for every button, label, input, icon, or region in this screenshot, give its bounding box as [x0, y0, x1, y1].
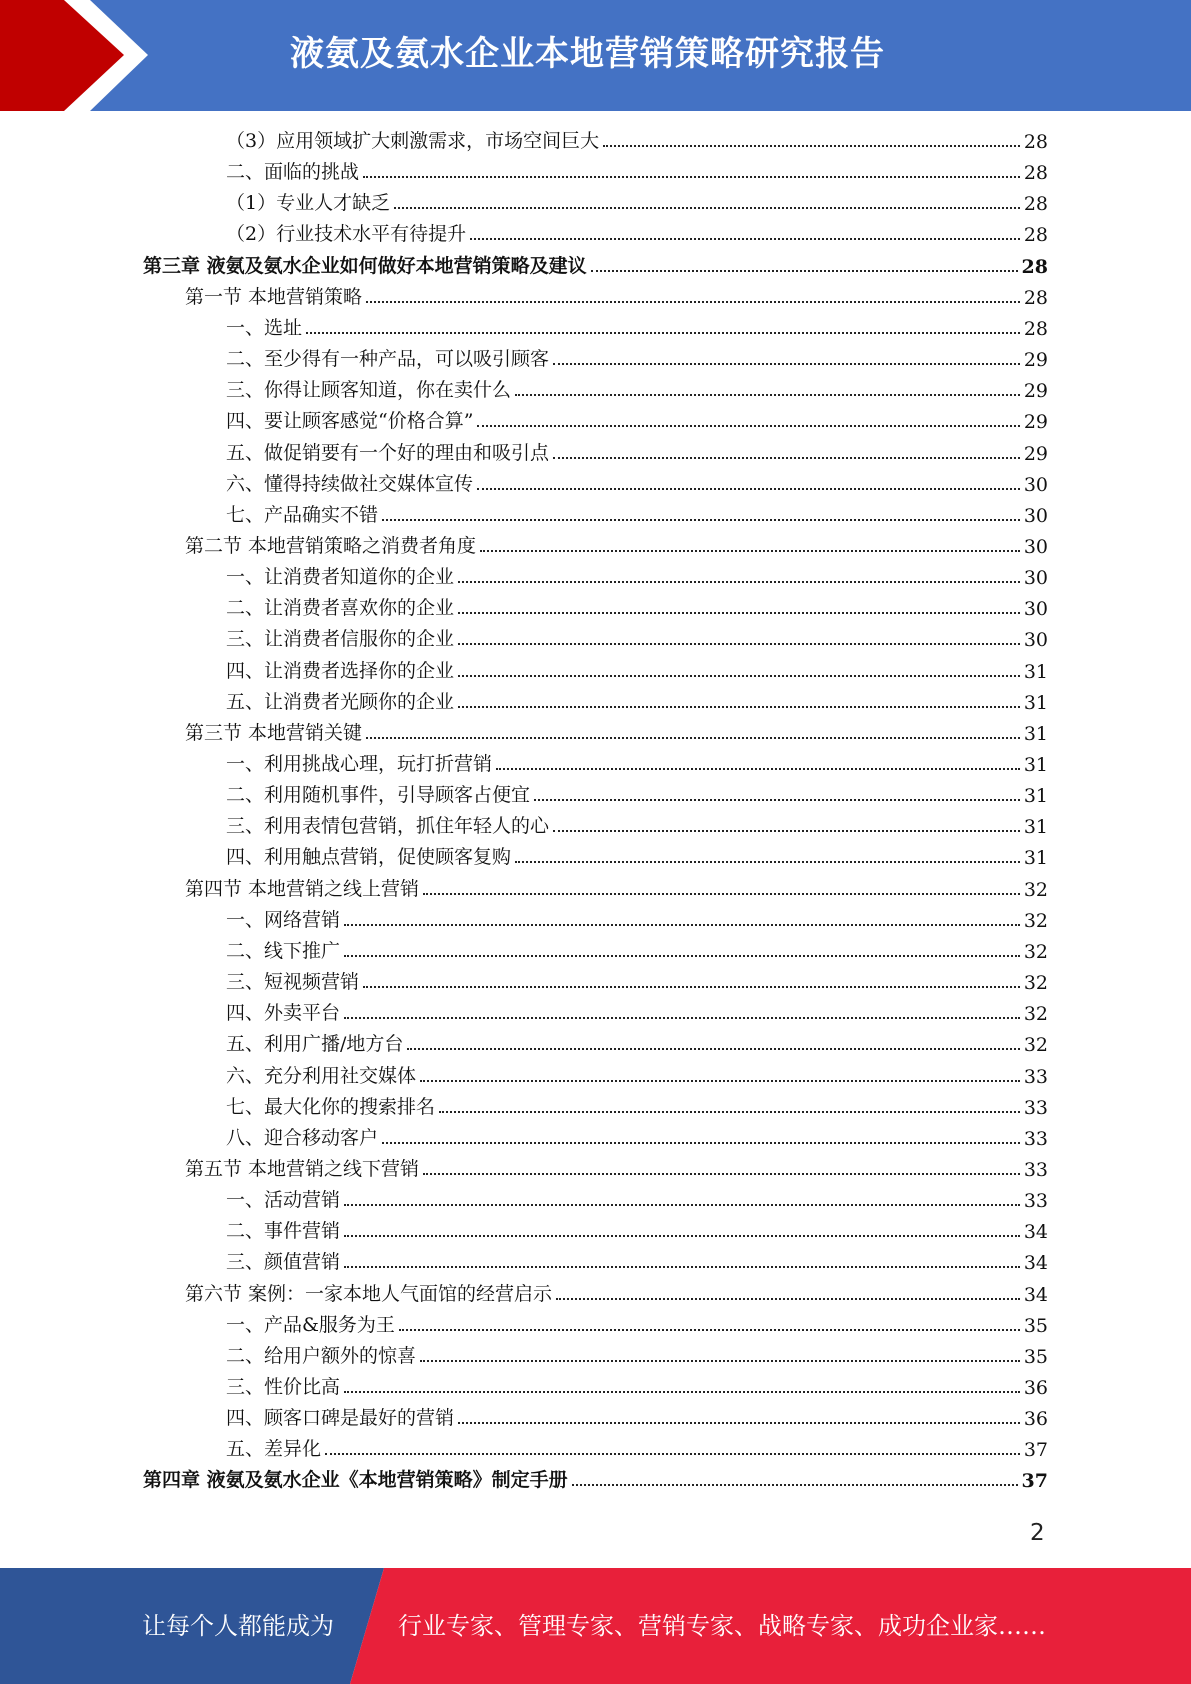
toc-entry-label: 四、外卖平台 — [226, 1002, 341, 1025]
toc-entry[interactable] — [226, 312, 1048, 340]
toc-entry-page: 30 — [1023, 535, 1048, 558]
toc-entry-page: 31 — [1023, 847, 1048, 870]
toc-entry-label: 四、让消费者选择你的企业 — [226, 659, 455, 682]
toc-entry[interactable] — [226, 1246, 1048, 1274]
toc-entry-page: 31 — [1023, 816, 1048, 839]
toc-entry[interactable] — [226, 125, 1048, 153]
toc-leader-dots — [572, 1484, 1018, 1486]
toc-leader-dots — [407, 1048, 1019, 1050]
toc-entry-label: 七、产品确实不错 — [226, 503, 379, 526]
toc-entry[interactable] — [226, 1091, 1048, 1119]
toc-leader-dots — [382, 1142, 1020, 1144]
toc-entry[interactable] — [226, 748, 1048, 776]
toc-leader-dots — [423, 1173, 1020, 1175]
toc-entry-page: 33 — [1023, 1127, 1048, 1150]
toc-entry-label: 第四章 液氨及氨水企业《本地营销策略》制定手册 — [143, 1469, 568, 1492]
toc-entry-label: 一、活动营销 — [226, 1189, 341, 1212]
toc-entry[interactable] — [226, 218, 1048, 246]
toc-entry-page: 28 — [1023, 162, 1048, 185]
toc-leader-dots — [399, 1329, 1020, 1331]
toc-leader-dots — [553, 363, 1020, 365]
toc-leader-dots — [458, 706, 1020, 708]
page-footer — [0, 1568, 1191, 1684]
toc-entry[interactable] — [226, 156, 1048, 184]
toc-entry-page: 31 — [1023, 722, 1048, 745]
toc-entry-label: 二、给用户额外的惊喜 — [226, 1344, 417, 1367]
toc-entry[interactable] — [226, 841, 1048, 869]
toc-entry-page: 31 — [1023, 785, 1048, 808]
page-header — [0, 0, 1191, 111]
toc-entry-label: 二、面临的挑战 — [226, 161, 360, 184]
toc-leader-dots — [556, 1298, 1020, 1300]
toc-entry-page: 29 — [1023, 380, 1048, 403]
footer-slogan-left: 让每个人都能成为 — [142, 1612, 334, 1640]
toc-entry[interactable] — [226, 997, 1048, 1025]
toc-entry-page: 30 — [1023, 629, 1048, 652]
toc-entry-label: 第五节 本地营销之线下营销 — [185, 1157, 420, 1180]
toc-entry[interactable] — [185, 873, 1048, 901]
toc-entry[interactable] — [185, 1153, 1048, 1181]
toc-leader-dots — [591, 270, 1018, 272]
toc-entry[interactable] — [143, 250, 1048, 278]
toc-leader-dots — [325, 1453, 1020, 1455]
toc-leader-dots — [363, 176, 1020, 178]
toc-entry-page: 28 — [1023, 224, 1048, 247]
toc-entry[interactable] — [185, 281, 1048, 309]
toc-leader-dots — [423, 893, 1020, 895]
toc-leader-dots — [458, 1422, 1020, 1424]
toc-leader-dots — [363, 986, 1020, 988]
toc-leader-dots — [477, 488, 1020, 490]
toc-entry[interactable] — [226, 405, 1048, 433]
toc-entry-page: 28 — [1023, 193, 1048, 216]
toc-leader-dots — [366, 301, 1020, 303]
toc-entry[interactable] — [226, 810, 1048, 838]
page-number: 2 — [1030, 1520, 1045, 1546]
toc-leader-dots — [394, 207, 1020, 209]
toc-leader-dots — [515, 394, 1020, 396]
toc-entry-label: （2）行业技术水平有待提升 — [226, 223, 467, 246]
toc-entry-page: 34 — [1023, 1221, 1048, 1244]
toc-leader-dots — [382, 519, 1020, 521]
toc-entry-label: 第二节 本地营销策略之消费者角度 — [185, 534, 477, 557]
toc-leader-dots — [344, 1266, 1020, 1268]
toc-entry-page: 29 — [1023, 349, 1048, 372]
report-title: 液氨及氨水企业本地营销策略研究报告 — [290, 34, 885, 74]
toc-leader-dots — [344, 955, 1020, 957]
toc-entry-page: 32 — [1023, 878, 1048, 901]
toc-entry-label: 三、你得让顾客知道，你在卖什么 — [226, 379, 512, 402]
toc-entry-label: 三、让消费者信服你的企业 — [226, 628, 455, 651]
toc-entry-page: 35 — [1023, 1314, 1048, 1337]
toc-entry[interactable] — [226, 1060, 1048, 1088]
toc-leader-dots — [470, 238, 1020, 240]
toc-leader-dots — [420, 1080, 1020, 1082]
toc-entry-page: 35 — [1023, 1345, 1048, 1368]
toc-leader-dots — [458, 612, 1020, 614]
toc-entry-page: 31 — [1023, 754, 1048, 776]
toc-entry-label: 五、利用广播/地方台 — [226, 1033, 404, 1056]
chevron-arrow-icon — [0, 0, 160, 111]
toc-entry-label: 一、网络营销 — [226, 908, 341, 931]
toc-entry-page: 33 — [1023, 1096, 1048, 1119]
toc-entry-page: 28 — [1023, 317, 1048, 340]
toc-leader-dots — [306, 332, 1020, 334]
toc-entry[interactable] — [226, 1215, 1048, 1243]
toc-entry[interactable] — [226, 935, 1048, 963]
toc-entry[interactable] — [226, 437, 1048, 465]
toc-entry-page: 31 — [1023, 660, 1048, 683]
toc-leader-dots — [458, 581, 1020, 583]
toc-entry-page: 30 — [1023, 598, 1048, 621]
toc-entry-label: 四、顾客口碑是最好的营销 — [226, 1407, 455, 1430]
toc-entry-label: 三、利用表情包营销，抓住年轻人的心 — [226, 815, 550, 838]
toc-leader-dots — [344, 1204, 1020, 1206]
toc-leader-dots — [515, 861, 1020, 863]
toc-entry-page: 28 — [1023, 286, 1048, 309]
toc-leader-dots — [344, 1391, 1020, 1393]
toc-entry-label: 第三节 本地营销关键 — [185, 721, 363, 744]
toc-leader-dots — [344, 1017, 1020, 1019]
toc-leader-dots — [603, 145, 1020, 147]
toc-entry-label: 四、要让顾客感觉“价格合算” — [226, 410, 474, 433]
toc-entry[interactable] — [226, 966, 1048, 994]
toc-entry[interactable] — [185, 717, 1048, 745]
toc-entry-label: 四、利用触点营销，促使顾客复购 — [226, 846, 512, 869]
toc-entry-label: （1）专业人才缺乏 — [226, 192, 391, 215]
toc-entry-page: 32 — [1023, 1003, 1048, 1026]
toc-entry-page: 34 — [1023, 1283, 1048, 1306]
toc-entry[interactable] — [226, 623, 1048, 651]
toc-entry-label: 六、懂得持续做社交媒体宣传 — [226, 472, 474, 495]
toc-entry[interactable] — [143, 1464, 1048, 1492]
toc-entry-label: 二、线下推广 — [226, 939, 341, 962]
toc-leader-dots — [496, 768, 1020, 770]
toc-leader-dots — [420, 1360, 1020, 1362]
toc-entry-page: 33 — [1023, 1190, 1048, 1213]
toc-entry-label: 第六节 案例：一家本地人气面馆的经营启示 — [185, 1282, 553, 1305]
toc-entry-label: 五、做促销要有一个好的理由和吸引点 — [226, 441, 550, 464]
toc-entry[interactable] — [226, 779, 1048, 807]
toc-entry-page: 32 — [1023, 972, 1048, 995]
toc-entry-label: 一、选址 — [226, 316, 303, 339]
toc-leader-dots — [480, 550, 1020, 552]
toc-entry-label: 五、差异化 — [226, 1438, 322, 1461]
toc-entry-label: 二、利用随机事件，引导顾客占便宜 — [226, 784, 531, 807]
toc-leader-dots — [553, 457, 1020, 459]
toc-entry-page: 29 — [1023, 442, 1048, 465]
toc-leader-dots — [458, 675, 1020, 677]
toc-entry[interactable] — [226, 374, 1048, 402]
toc-entry[interactable] — [226, 1402, 1048, 1430]
toc-entry-page: 36 — [1023, 1408, 1048, 1431]
toc-entry[interactable] — [226, 468, 1048, 496]
footer-slogan-right: 行业专家、管理专家、营销专家、战略专家、成功企业家…… — [398, 1612, 1046, 1640]
toc-entry-label: 二、让消费者喜欢你的企业 — [226, 597, 455, 620]
toc-entry-page: 30 — [1023, 567, 1048, 590]
toc-entry-label: 一、利用挑战心理，玩打折营销 — [226, 753, 493, 775]
toc-leader-dots — [344, 924, 1020, 926]
toc-leader-dots — [366, 737, 1020, 739]
toc-entry-page: 30 — [1023, 473, 1048, 496]
toc-entry[interactable] — [185, 530, 1048, 558]
toc-entry[interactable] — [226, 1309, 1048, 1337]
toc-leader-dots — [553, 830, 1020, 832]
toc-entry[interactable] — [226, 1433, 1048, 1461]
toc-entry[interactable] — [226, 655, 1048, 683]
toc-entry-page: 32 — [1023, 909, 1048, 932]
toc-entry[interactable] — [185, 1278, 1048, 1306]
toc-entry-page: 29 — [1023, 411, 1048, 434]
toc-entry-page: 28 — [1023, 131, 1048, 153]
toc-leader-dots — [477, 425, 1019, 427]
toc-leader-dots — [344, 1235, 1020, 1237]
toc-entry[interactable] — [226, 904, 1048, 932]
toc-entry-page: 33 — [1023, 1158, 1048, 1181]
toc-entry-label: 三、性价比高 — [226, 1376, 341, 1398]
toc-entry-page: 37 — [1023, 1439, 1048, 1462]
toc-entry[interactable] — [226, 1028, 1048, 1056]
toc-entry[interactable] — [226, 592, 1048, 620]
toc-entry-label: 八、迎合移动客户 — [226, 1126, 379, 1149]
toc-entry[interactable] — [226, 343, 1048, 371]
toc-entry[interactable] — [226, 187, 1048, 215]
toc-entry-label: 三、短视频营销 — [226, 971, 360, 994]
toc-entry-label: （3）应用领域扩大刺激需求，市场空间巨大 — [226, 130, 600, 152]
toc-entry-page: 32 — [1023, 1034, 1048, 1057]
toc-entry-label: 一、让消费者知道你的企业 — [226, 566, 455, 589]
toc-leader-dots — [439, 1111, 1020, 1113]
toc-entry[interactable] — [226, 1184, 1048, 1212]
toc-entry[interactable] — [226, 1122, 1048, 1150]
toc-entry-label: 二、事件营销 — [226, 1220, 341, 1243]
toc-entry-page: 30 — [1023, 504, 1048, 527]
toc-entry-page: 32 — [1023, 940, 1048, 963]
toc-entry-label: 一、产品&服务为王 — [226, 1313, 395, 1336]
toc-leader-dots — [458, 643, 1020, 645]
toc-entry-label: 三、颜值营销 — [226, 1251, 341, 1274]
toc-entry-label: 第四节 本地营销之线上营销 — [185, 877, 420, 900]
toc-entry-label: 第一节 本地营销策略 — [185, 285, 363, 308]
toc-entry-label: 二、至少得有一种产品，可以吸引顾客 — [226, 348, 550, 371]
toc-entry-page: 31 — [1023, 691, 1048, 714]
toc-entry[interactable] — [226, 686, 1048, 714]
toc-entry[interactable] — [226, 1340, 1048, 1368]
toc-entry[interactable] — [226, 561, 1048, 589]
toc-entry-label: 六、充分利用社交媒体 — [226, 1064, 417, 1087]
toc-leader-dots — [534, 799, 1020, 801]
toc-entry-page: 28 — [1021, 255, 1048, 278]
toc-entry[interactable] — [226, 1371, 1048, 1399]
toc-entry[interactable] — [226, 499, 1048, 527]
toc-entry-page: 36 — [1023, 1377, 1048, 1399]
toc-entry-page: 37 — [1021, 1470, 1048, 1493]
toc-entry-page: 34 — [1023, 1252, 1048, 1275]
toc-entry-label: 五、让消费者光顾你的企业 — [226, 690, 455, 713]
toc-entry-label: 七、最大化你的搜索排名 — [226, 1095, 436, 1118]
toc-entry-label: 第三章 液氨及氨水企业如何做好本地营销策略及建议 — [143, 254, 587, 277]
toc-entry-page: 33 — [1023, 1065, 1048, 1088]
